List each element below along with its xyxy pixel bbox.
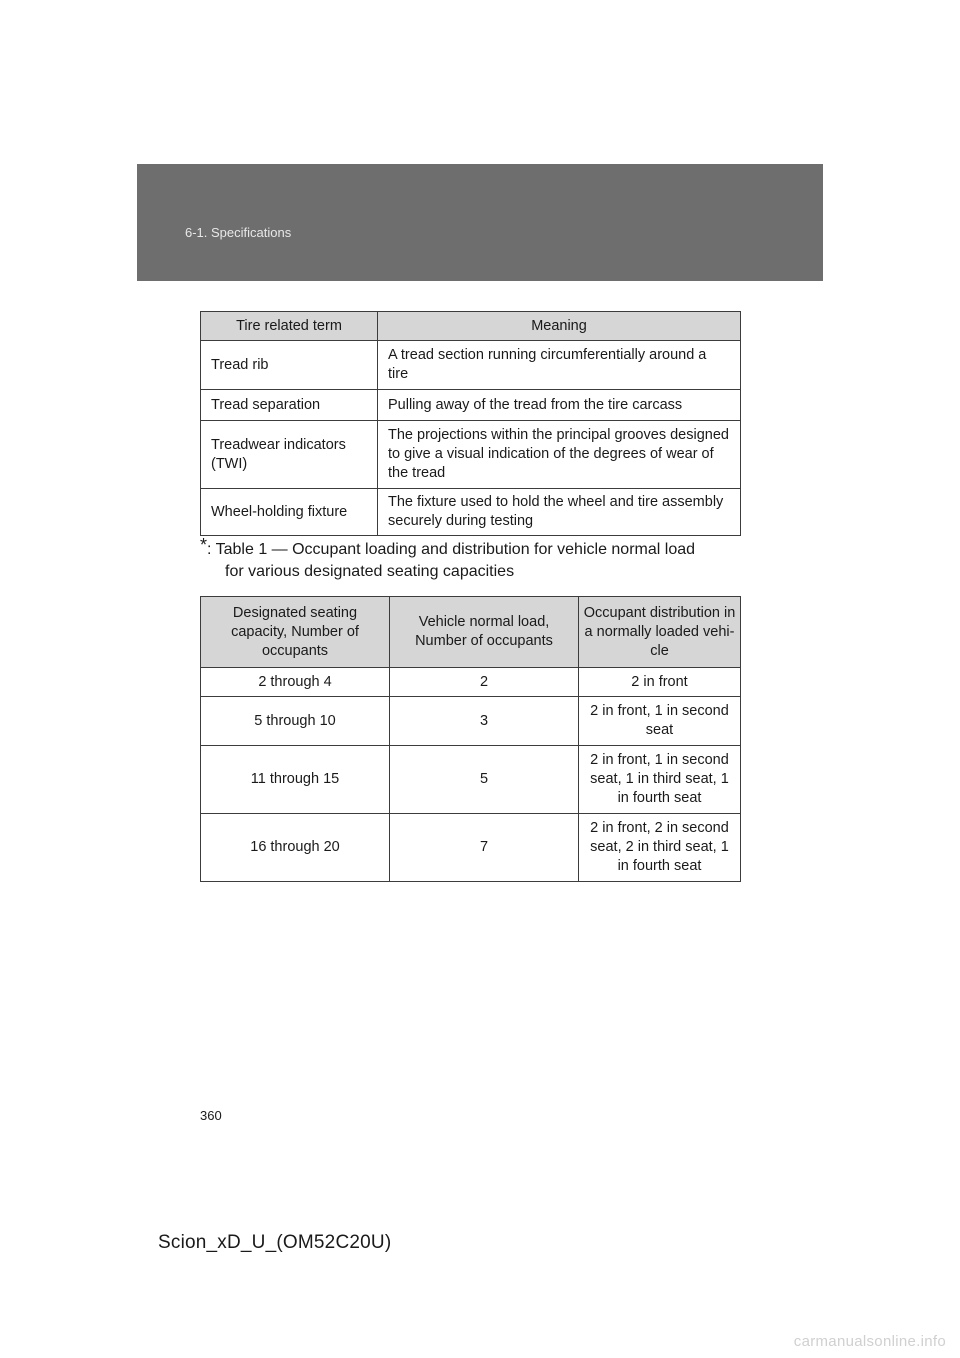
- table-header-row: [201, 312, 741, 341]
- document-code: Scion_xD_U_(OM52C20U): [158, 1232, 392, 1253]
- load-cell: 3: [390, 697, 579, 746]
- distribution-cell: 2 in front, 1 in second seat: [579, 697, 741, 746]
- table-row: [201, 341, 741, 390]
- capacity-cell: 11 through 15: [201, 746, 390, 814]
- distribution-cell: 2 in front, 2 in second seat, 2 in third seat, 1 in fourth seat: [579, 814, 741, 882]
- table-row: [201, 668, 741, 697]
- capacity-cell: 16 through 20: [201, 814, 390, 882]
- distribution-cell: 2 in front, 1 in second seat, 1 in third seat, 1 in fourth seat: [579, 746, 741, 814]
- meaning-cell: The projections within the principal grooves designed to give a visual indication of the degrees of wear of the tread: [378, 421, 741, 489]
- table-row: [201, 814, 741, 882]
- table-row: [201, 746, 741, 814]
- header-band: [137, 164, 823, 281]
- column-header-capacity: Designated seating capacity, Number of occupants: [201, 597, 390, 668]
- capacity-cell: 5 through 10: [201, 697, 390, 746]
- load-cell: 5: [390, 746, 579, 814]
- term-cell: Tread rib: [201, 341, 378, 390]
- footnote-line-1: : Table 1 — Occupant loading and distribution for vehicle normal load: [207, 541, 696, 558]
- column-header-meaning: Meaning: [378, 312, 741, 341]
- tire-terms-table: [200, 311, 741, 536]
- term-cell: Treadwear indicators (TWI): [201, 421, 378, 489]
- term-cell: Wheel-holding fixture: [201, 489, 378, 536]
- table-row: [201, 421, 741, 489]
- table-row: [201, 390, 741, 421]
- table-header-row: [201, 597, 741, 668]
- column-header-normal-load: Vehicle normal load, Number of occupants: [390, 597, 579, 668]
- table-footnote: [200, 537, 760, 583]
- meaning-cell: Pulling away of the tread from the tire carcass: [378, 390, 741, 421]
- watermark-text: carmanualsonline.info: [793, 1333, 946, 1350]
- meaning-cell: The fixture used to hold the wheel and tire assembly securely during testing: [378, 489, 741, 536]
- meaning-cell: A tread section running circumferentially around a tire: [378, 341, 741, 390]
- occupant-loading-table: [200, 596, 741, 882]
- section-title: 6-1. Specifications: [185, 225, 292, 240]
- footnote-line-2: for various designated seating capacities: [225, 563, 515, 580]
- term-cell: Tread separation: [201, 390, 378, 421]
- column-header-term: Tire related term: [201, 312, 378, 341]
- table-row: [201, 489, 741, 536]
- column-header-distribution: Occupant distribution in a normally loaded vehi-cle: [579, 597, 741, 668]
- load-cell: 7: [390, 814, 579, 882]
- footnote-marker: *: [200, 535, 208, 555]
- page-number: 360: [200, 1108, 222, 1123]
- load-cell: 2: [390, 668, 579, 697]
- table-row: [201, 697, 741, 746]
- capacity-cell: 2 through 4: [201, 668, 390, 697]
- distribution-cell: 2 in front: [579, 668, 741, 697]
